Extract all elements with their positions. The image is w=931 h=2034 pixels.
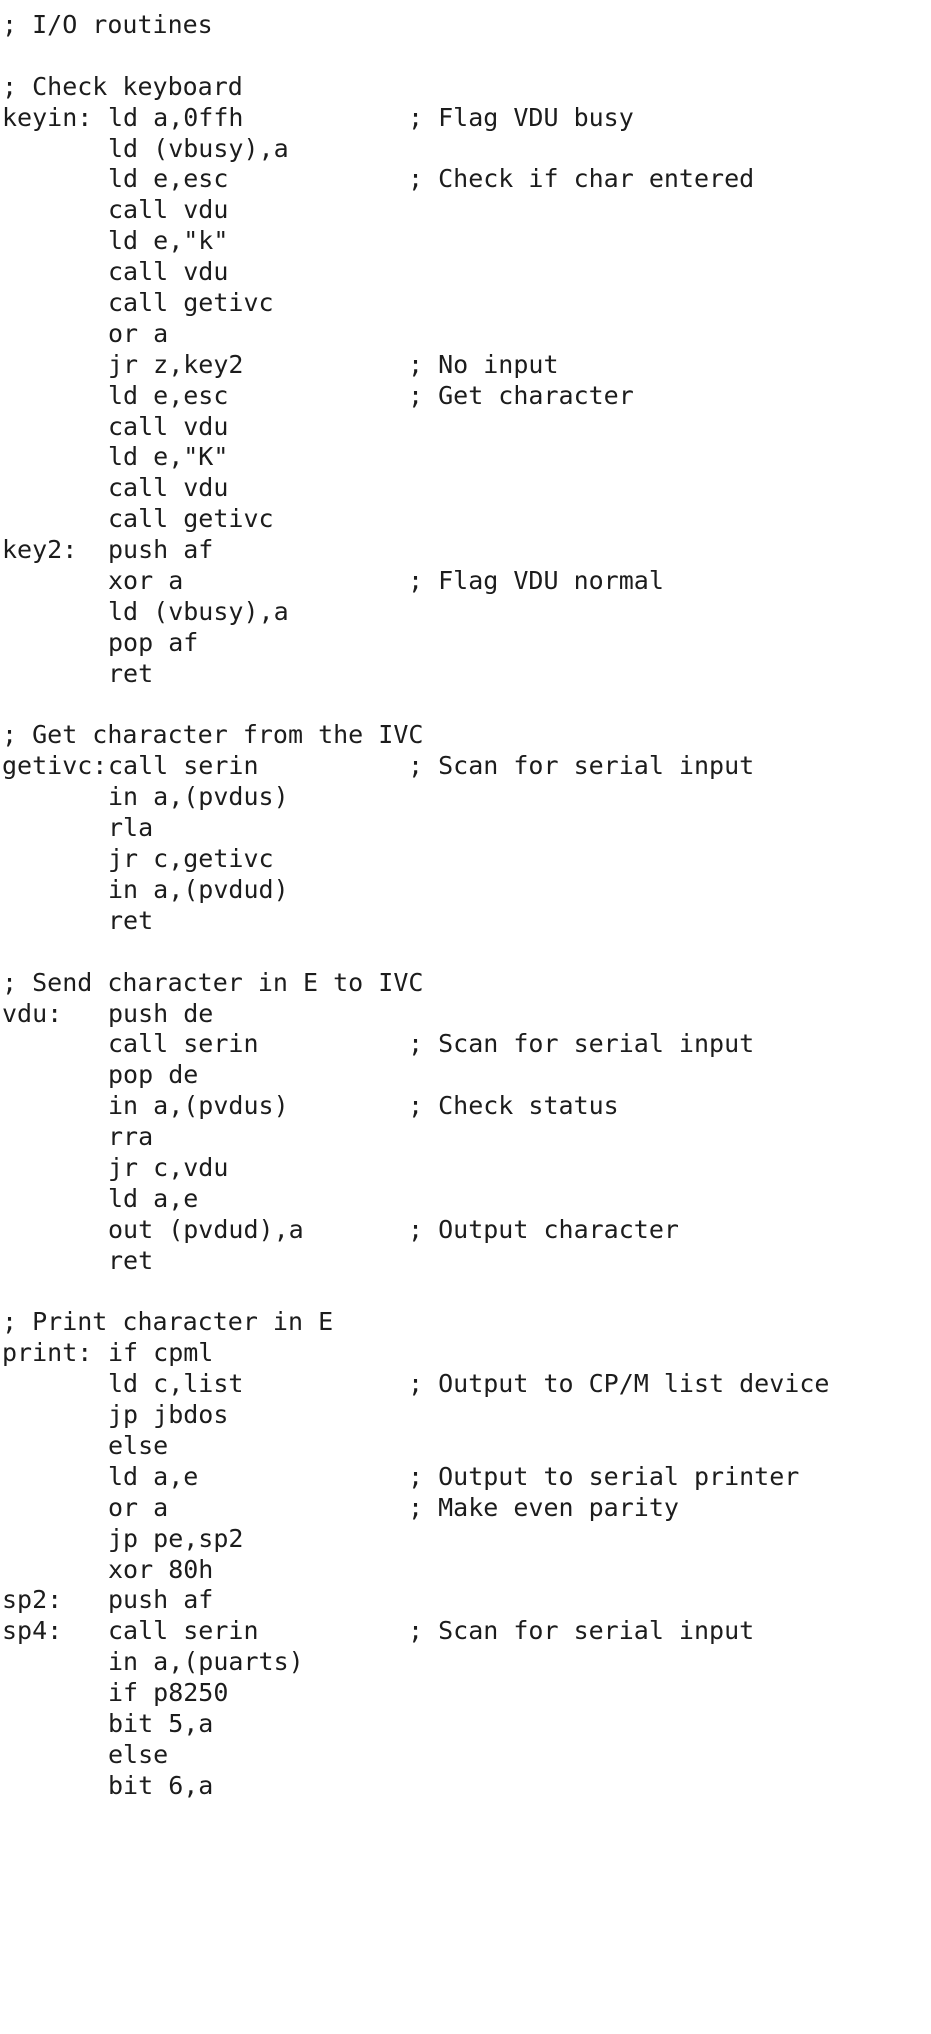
- listing-line: [0, 1184, 931, 1215]
- listing-line: [0, 319, 931, 350]
- listing-line: [0, 597, 931, 628]
- section-comment: ; I/O routines: [2, 10, 213, 39]
- code-label: getivc:: [2, 751, 108, 781]
- listing-line: [0, 1493, 931, 1524]
- listing-line: [0, 1400, 931, 1431]
- code-instruction: call vdu: [108, 411, 229, 441]
- listing-line: [0, 1338, 931, 1369]
- listing-line: [0, 288, 931, 319]
- code-instruction: ld (vbusy),a: [108, 596, 289, 626]
- code-comment: ; Flag VDU normal: [408, 566, 664, 596]
- code-instruction: ld a,0ffh: [108, 102, 244, 132]
- listing-line: [0, 1647, 931, 1678]
- listing-line: [0, 690, 931, 721]
- code-instruction: if cpml: [108, 1338, 214, 1368]
- listing-line: [0, 1616, 931, 1647]
- code-comment: ; Output to CP/M list device: [408, 1369, 830, 1399]
- code-instruction: call getivc: [108, 504, 274, 534]
- listing-line: [0, 1740, 931, 1771]
- listing-line: [0, 751, 931, 782]
- listing-line: [0, 1307, 931, 1338]
- listing-line: [0, 1277, 931, 1308]
- listing-line: [0, 628, 931, 659]
- listing-line: [0, 1585, 931, 1616]
- listing-line: [0, 134, 931, 165]
- code-instruction: ld e,"k": [108, 226, 229, 256]
- listing-line: [0, 1122, 931, 1153]
- code-instruction: jr z,key2: [108, 349, 244, 379]
- listing-line: [0, 1555, 931, 1586]
- code-comment: ; Scan for serial input: [408, 1616, 755, 1646]
- listing-line: [0, 72, 931, 103]
- listing-line: [0, 1246, 931, 1277]
- assembly-listing: [0, 10, 931, 1802]
- code-instruction: or a: [108, 1492, 169, 1522]
- code-instruction: rla: [108, 813, 154, 843]
- code-instruction: ld a,e: [108, 1461, 199, 1491]
- code-comment: ; Output character: [408, 1214, 679, 1244]
- code-instruction: jp pe,sp2: [108, 1523, 244, 1553]
- code-comment: ; Get character: [408, 380, 634, 410]
- code-label: key2:: [2, 535, 78, 565]
- code-instruction: ld c,list: [108, 1369, 244, 1399]
- listing-line: [0, 535, 931, 566]
- code-instruction: xor 80h: [108, 1554, 214, 1584]
- listing-line: [0, 999, 931, 1030]
- listing-line: [0, 968, 931, 999]
- code-instruction: call getivc: [108, 288, 274, 318]
- code-instruction: call vdu: [108, 195, 229, 225]
- listing-line: [0, 41, 931, 72]
- code-comment: ; No input: [408, 349, 559, 379]
- code-label: keyin:: [2, 102, 93, 132]
- listing-line: [0, 504, 931, 535]
- code-instruction: rra: [108, 1122, 154, 1152]
- listing-line: [0, 381, 931, 412]
- code-instruction: ret: [108, 905, 154, 935]
- listing-line: [0, 659, 931, 690]
- code-instruction: ret: [108, 1245, 154, 1275]
- section-comment: ; Check keyboard: [2, 71, 243, 101]
- listing-line: [0, 442, 931, 473]
- code-instruction: call serin: [108, 1616, 259, 1646]
- code-instruction: else: [108, 1430, 169, 1460]
- code-instruction: in a,(pvdus): [108, 782, 289, 812]
- listing-line: [0, 1060, 931, 1091]
- code-instruction: or a: [108, 318, 169, 348]
- listing-line: [0, 937, 931, 968]
- code-instruction: ld (vbusy),a: [108, 133, 289, 163]
- code-label: vdu:: [2, 998, 63, 1028]
- code-comment: ; Check status: [408, 1091, 619, 1121]
- section-comment: ; Get character from the IVC: [2, 720, 424, 750]
- listing-line: [0, 720, 931, 751]
- code-comment: ; Scan for serial input: [408, 1029, 755, 1059]
- listing-line: [0, 1091, 931, 1122]
- listing-line: [0, 257, 931, 288]
- listing-line: [0, 1462, 931, 1493]
- listing-line: [0, 813, 931, 844]
- code-comment: ; Make even parity: [408, 1492, 679, 1522]
- listing-line: [0, 226, 931, 257]
- code-instruction: call vdu: [108, 257, 229, 287]
- code-instruction: push af: [108, 1585, 214, 1615]
- listing-line: [0, 566, 931, 597]
- code-comment: ; Output to serial printer: [408, 1461, 800, 1491]
- code-instruction: pop af: [108, 627, 199, 657]
- code-label: print:: [2, 1338, 93, 1368]
- code-instruction: in a,(puarts): [108, 1647, 304, 1677]
- section-comment: ; Send character in E to IVC: [2, 967, 424, 997]
- listing-line: [0, 1431, 931, 1462]
- code-label: sp2:: [2, 1585, 63, 1615]
- code-instruction: call serin: [108, 1029, 259, 1059]
- code-instruction: jr c,vdu: [108, 1152, 229, 1182]
- listing-line: [0, 10, 931, 41]
- code-instruction: else: [108, 1739, 169, 1769]
- listing-line: [0, 1029, 931, 1060]
- listing-line: [0, 195, 931, 226]
- code-instruction: jp jbdos: [108, 1400, 229, 1430]
- code-comment: ; Flag VDU busy: [408, 102, 634, 132]
- listing-line: [0, 164, 931, 195]
- listing-line: [0, 1678, 931, 1709]
- listing-line: [0, 412, 931, 443]
- listing-line: [0, 1215, 931, 1246]
- code-instruction: call vdu: [108, 473, 229, 503]
- code-instruction: ld a,e: [108, 1183, 199, 1213]
- code-instruction: push de: [108, 998, 214, 1028]
- code-instruction: ld e,esc: [108, 380, 229, 410]
- code-instruction: call serin: [108, 751, 259, 781]
- code-comment: ; Check if char entered: [408, 164, 755, 194]
- code-label: sp4:: [2, 1616, 63, 1646]
- listing-line: [0, 350, 931, 381]
- listing-line: [0, 1369, 931, 1400]
- code-instruction: if p8250: [108, 1678, 229, 1708]
- code-instruction: push af: [108, 535, 214, 565]
- code-instruction: bit 6,a: [108, 1770, 214, 1800]
- listing-line: [0, 906, 931, 937]
- code-instruction: in a,(pvdus): [108, 1091, 289, 1121]
- code-instruction: out (pvdud),a: [108, 1214, 304, 1244]
- code-instruction: bit 5,a: [108, 1708, 214, 1738]
- listing-line: [0, 875, 931, 906]
- section-comment: ; Print character in E: [2, 1307, 334, 1337]
- listing-line: [0, 782, 931, 813]
- listing-line: [0, 1709, 931, 1740]
- listing-line: [0, 1771, 931, 1802]
- code-instruction: ret: [108, 658, 154, 688]
- code-instruction: pop de: [108, 1060, 199, 1090]
- code-instruction: ld e,"K": [108, 442, 229, 472]
- code-instruction: ld e,esc: [108, 164, 229, 194]
- listing-line: [0, 473, 931, 504]
- listing-line: [0, 1524, 931, 1555]
- listing-line: [0, 1153, 931, 1184]
- listing-line: [0, 844, 931, 875]
- code-instruction: jr c,getivc: [108, 844, 274, 874]
- code-instruction: in a,(pvdud): [108, 874, 289, 904]
- code-instruction: xor a: [108, 566, 184, 596]
- listing-line: [0, 103, 931, 134]
- code-comment: ; Scan for serial input: [408, 751, 755, 781]
